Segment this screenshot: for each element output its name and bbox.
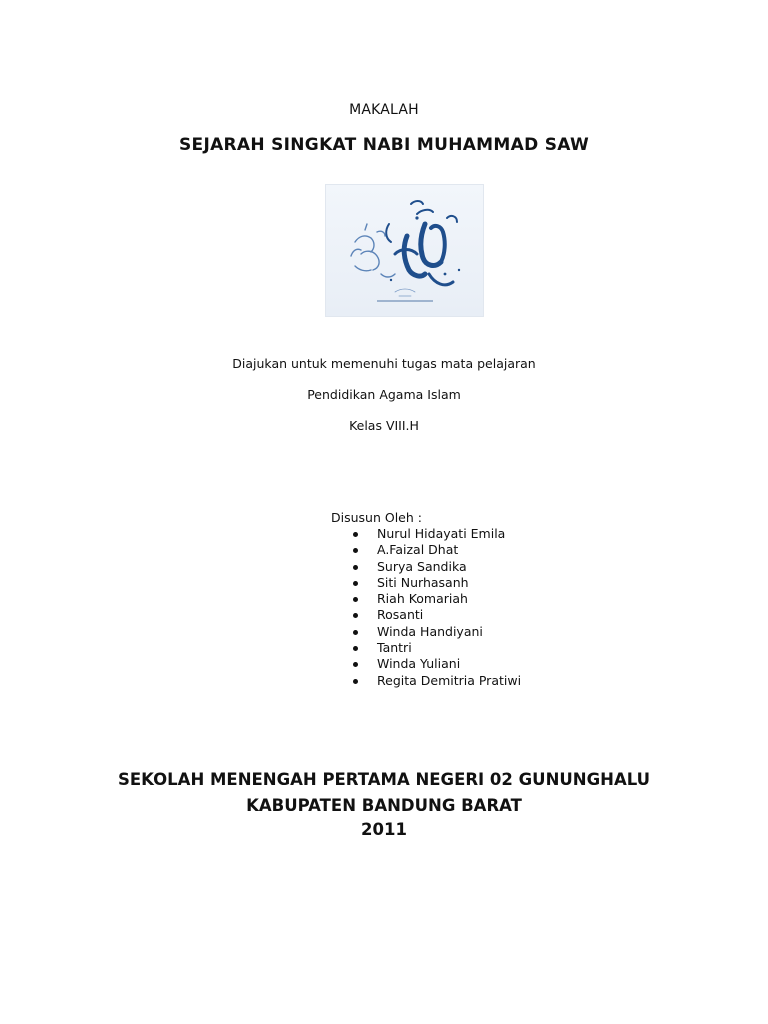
school-name: SEKOLAH MENENGAH PERTAMA NEGERI 02 GUNUNGHALU xyxy=(117,770,651,789)
bullet-icon xyxy=(353,565,358,570)
calligraphy-icon xyxy=(325,184,484,317)
author-name: Surya Sandika xyxy=(377,558,467,574)
list-item xyxy=(331,526,521,542)
bullet-icon xyxy=(353,662,358,667)
bullet-icon xyxy=(353,581,358,586)
author-name: Riah Komariah xyxy=(377,591,468,607)
bullet-icon xyxy=(353,613,358,618)
author-name: Winda Handiyani xyxy=(377,623,483,639)
document-title: SEJARAH SINGKAT NABI MUHAMMAD SAW xyxy=(178,135,589,155)
author-name: Regita Demitria Pratiwi xyxy=(377,672,522,688)
author-name: Rosanti xyxy=(377,607,424,623)
bullet-icon xyxy=(353,679,358,684)
list-item xyxy=(331,673,521,689)
author-name: Tantri xyxy=(377,640,412,656)
regency-name: KABUPATEN BANDUNG BARAT xyxy=(246,796,522,815)
bullet-icon xyxy=(353,548,358,553)
year-text: 2011 xyxy=(361,820,407,839)
list-item xyxy=(331,591,521,607)
list-item xyxy=(331,542,521,558)
bullet-icon xyxy=(353,646,358,651)
list-item xyxy=(331,559,521,575)
author-list xyxy=(331,526,521,689)
list-item xyxy=(331,624,521,640)
authors-section xyxy=(331,510,521,689)
author-name: Siti Nurhasanh xyxy=(377,574,469,590)
list-item xyxy=(331,656,521,672)
calligraphy-image xyxy=(325,184,484,317)
document-type: MAKALAH xyxy=(349,102,419,118)
list-item xyxy=(331,575,521,591)
bullet-icon xyxy=(353,630,358,635)
authors-heading: Disusun Oleh : xyxy=(331,510,422,525)
list-item xyxy=(331,640,521,656)
author-name: Winda Yuliani xyxy=(377,656,461,672)
subject-name: Pendidikan Agama Islam xyxy=(307,387,461,402)
list-item xyxy=(331,607,521,623)
purpose-text: Diajukan untuk memenuhi tugas mata pelajaran xyxy=(232,356,536,371)
class-name: Kelas VIII.H xyxy=(349,418,419,433)
author-name: Nurul Hidayati Emila xyxy=(377,526,506,541)
bullet-icon xyxy=(353,532,358,537)
bullet-icon xyxy=(353,597,358,602)
author-name: A.Faizal Dhat xyxy=(377,542,459,558)
